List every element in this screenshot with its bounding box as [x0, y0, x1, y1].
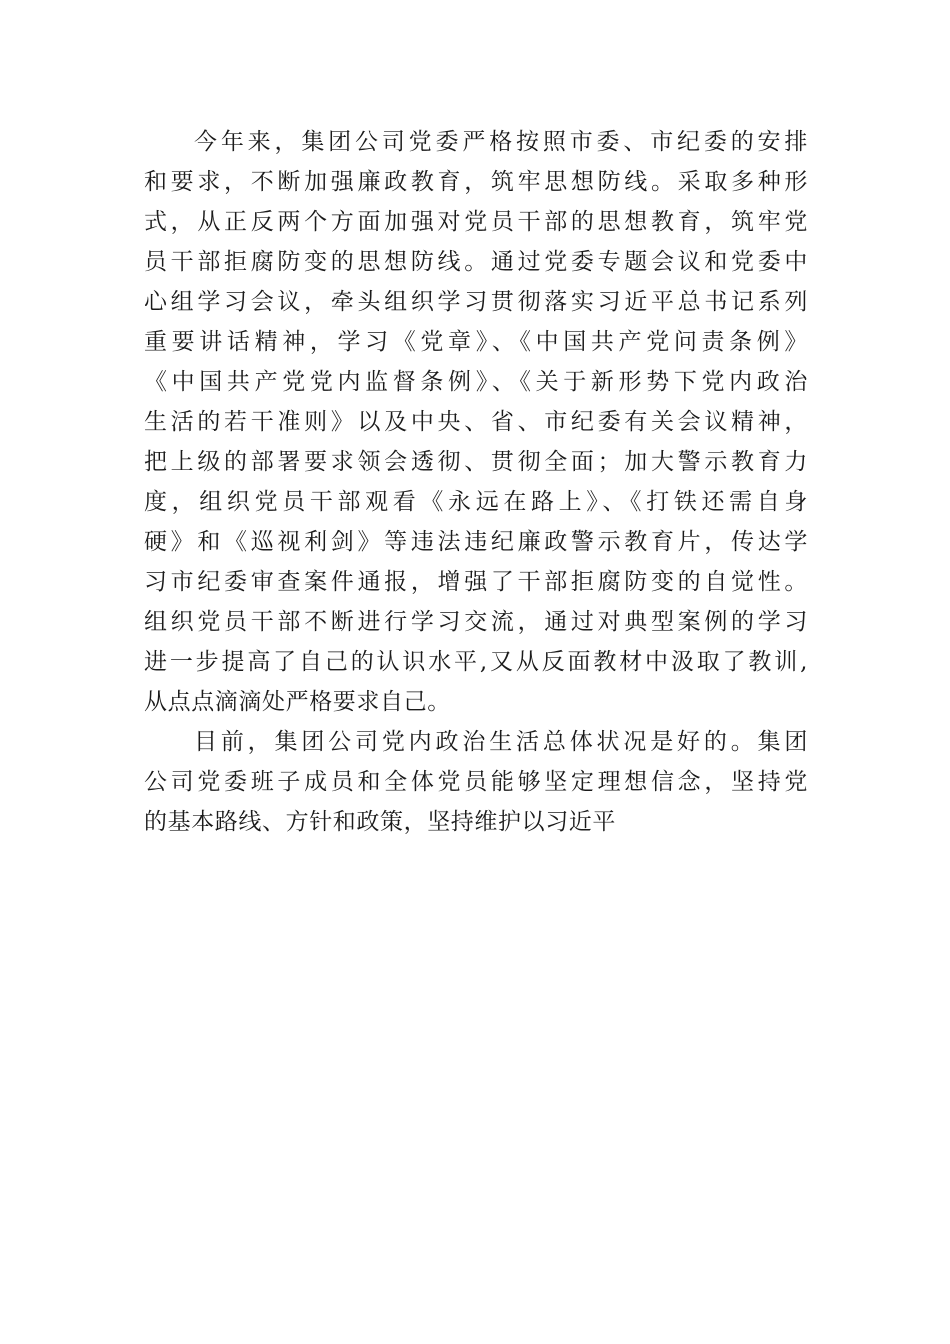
text-line: 硬》和《巡视利剑》等违法违纪廉政警示教育片，传达学 — [144, 529, 808, 555]
text-line: 把上级的部署要求领会透彻、贯彻全面；加大警示教育力 — [144, 449, 808, 475]
text-line: 重要讲话精神，学习《党章》、《中国共产党问责条例》 — [144, 329, 808, 355]
text-line: 目前，集团公司党内政治生活总体状况是好的。集团 — [194, 729, 808, 755]
text-line: 的基本路线、方针和政策，坚持维护以习近平 — [144, 809, 616, 835]
document-body — [144, 122, 808, 842]
text-line: 进一步提高了自己的认识水平,又从反面教材中汲取了教训, — [144, 649, 808, 675]
text-line: 从点点滴滴处严格要求自己。 — [144, 689, 451, 715]
text-line: 度，组织党员干部观看《永远在路上》、《打铁还需自身 — [144, 489, 808, 515]
text-line: 公司党委班子成员和全体党员能够坚定理想信念，坚持党 — [144, 769, 808, 795]
paragraph-2 — [144, 722, 808, 842]
text-line: 和要求，不断加强廉政教育，筑牢思想防线。采取多种形 — [144, 169, 808, 195]
text-line: 生活的若干准则》以及中央、省、市纪委有关会议精神， — [144, 409, 808, 435]
text-line: 组织党员干部不断进行学习交流，通过对典型案例的学习 — [144, 609, 808, 635]
text-line: 心组学习会议，牵头组织学习贯彻落实习近平总书记系列 — [144, 289, 808, 315]
paragraph-1 — [144, 122, 808, 722]
text-line: 员干部拒腐防变的思想防线。通过党委专题会议和党委中 — [144, 249, 808, 275]
text-line: 《中国共产党党内监督条例》、《关于新形势下党内政治 — [144, 369, 808, 395]
text-line: 式，从正反两个方面加强对党员干部的思想教育，筑牢党 — [144, 209, 808, 235]
text-line: 习市纪委审查案件通报，增强了干部拒腐防变的自觉性。 — [144, 569, 808, 595]
text-line: 今年来，集团公司党委严格按照市委、市纪委的安排 — [194, 129, 808, 155]
